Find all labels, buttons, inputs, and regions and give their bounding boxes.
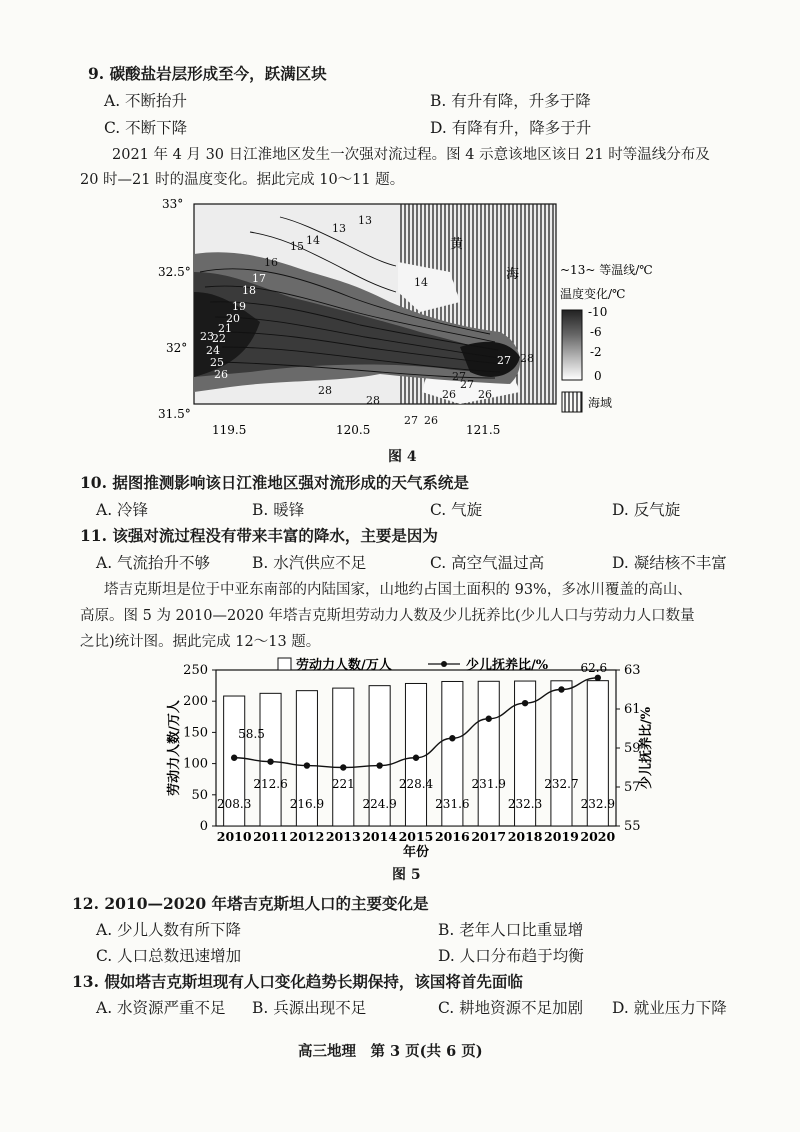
figure-4-map [158,192,653,442]
q11-option-b: B. 水汽供应不足 [252,554,367,572]
q12-option-b: B. 老年人口比重显增 [438,921,584,939]
isotherm-label: 26 [478,388,492,401]
legend-sea-label: 海域 [588,396,613,410]
q12-stem: 12. 2010—2020 年塔吉克斯坦人口的主要变化是 [72,894,429,913]
isotherm-label: 27 [460,378,474,391]
dependency-ratio-point-2018 [522,700,528,706]
dependency-ratio-point-2011 [267,758,273,764]
isotherm-label: 24 [206,344,220,357]
q11-option-c: C. 高空气温过高 [430,554,545,572]
x-tick-label: 2011 [253,829,288,844]
legend-sea-swatch [562,392,582,412]
x-tick-label: 2020 [580,829,616,844]
right-tick-label: 59 [624,741,641,756]
right-tick-label: 55 [624,819,641,834]
labor-bar-label: 231.6 [435,797,470,811]
q10-stem: 10. 据图推测影响该日江淮地区强对流形成的天气系统是 [80,473,469,492]
isotherm-label: 27 [497,354,511,367]
x-tick-label: 2014 [362,829,398,844]
dependency-ratio-point-2012 [304,762,310,768]
q12-option-a: A. 少儿人数有所下降 [96,921,242,939]
intro1-line2: 20 时—21 时的温度变化。据此完成 10～11 题。 [80,172,405,188]
isotherm-label: 26 [424,414,438,427]
dependency-ratio-point-2020 [595,675,601,681]
q9-option-d: D. 有降有升，降多于升 [430,119,592,137]
isotherm-label: 27 [452,370,466,383]
legend-color-bar [562,310,582,380]
q9-option-c: C. 不断下降 [104,119,188,137]
left-tick-label: 250 [183,663,208,678]
legend-value: -6 [590,325,602,339]
dependency-ratio-point-2017 [486,716,492,722]
q9-option-b: B. 有升有降，升多于降 [430,92,591,110]
q12-option-c: C. 人口总数迅速增加 [96,947,242,965]
labor-bar-2013 [333,688,354,826]
isotherm-label: 21 [218,322,232,335]
isotherm-label: 28 [366,394,380,407]
left-tick-label: 150 [183,725,208,741]
q12-option-d: D. 人口分布趋于均衡 [438,947,584,965]
intro2-line3: 之比)统计图。据此完成 12～13 题。 [80,634,321,650]
isotherm-label: 16 [264,256,278,269]
dependency-ratio-label: 62.6 [580,660,608,675]
q9-option-a: A. 不断抬升 [104,92,188,110]
q11-option-a: A. 气流抬升不够 [96,554,211,572]
labor-bar-label: 224.9 [362,797,397,811]
isotherm-label: 26 [214,368,228,381]
q13-option-d: D. 就业压力下降 [612,999,727,1017]
sea-name-huang: 黄 [450,237,464,252]
x-tick-label: 2012 [289,829,325,844]
legend-value: -2 [590,345,602,359]
isotherm-label: 25 [210,356,224,369]
labor-bar-label: 221 [331,777,355,791]
left-tick-label: 200 [183,694,208,710]
lat-label-32-5: 32.5° [158,265,191,279]
right-tick-label: 57 [624,780,641,795]
labor-bar-2017 [478,681,499,826]
sea-name-hai: 海 [506,267,520,282]
legend-line-label: 少儿抚养比/% [466,658,549,673]
dependency-ratio-label: 58.5 [238,726,265,741]
dependency-ratio-point-2013 [340,764,346,770]
dependency-ratio-point-2010 [231,755,237,761]
lat-label-33: 33° [162,197,184,211]
page-footer: 高三地理 第 3 页(共 6 页) [298,1043,483,1060]
q10-option-d: D. 反气旋 [612,501,681,519]
isotherm-label: 23 [200,330,214,343]
labor-bar-label: 232.7 [544,777,579,791]
isotherm-label: 28 [520,352,534,365]
q11-stem: 11. 该强对流过程没有带来丰富的降水，主要是因为 [80,526,438,545]
q10-option-b: B. 暖锋 [252,501,305,519]
labor-bar-label: 232.3 [507,797,543,811]
legend-value: -10 [588,305,608,319]
x-tick-label: 2017 [471,829,507,844]
x-tick-label: 2016 [434,829,470,844]
lon-label-119-5: 119.5 [212,423,247,437]
legend-line-marker [441,661,447,667]
labor-bar-label: 208.3 [217,797,252,811]
dependency-ratio-point-2016 [449,735,455,741]
figure-5-caption: 图 5 [392,867,421,883]
right-axis-label: 少儿抚养比/% [639,706,654,790]
lon-label-120-5: 120.5 [336,423,371,437]
x-tick-label: 2010 [216,829,252,844]
dependency-ratio-point-2019 [558,686,564,692]
q13-option-b: B. 兵源出现不足 [252,999,367,1017]
x-tick-label: 2013 [325,829,361,844]
q11-option-d: D. 凝结核不丰富 [612,554,727,572]
isotherm-label: 17 [252,272,266,285]
labor-bar-2019 [551,681,572,826]
lon-label-121-5: 121.5 [466,423,501,437]
q13-option-c: C. 耕地资源不足加剧 [438,999,584,1017]
x-tick-label: 2018 [507,829,543,844]
x-tick-label: 2015 [398,829,434,844]
q10-option-c: C. 气旋 [430,501,483,519]
left-tick-label: 50 [191,787,208,803]
left-axis-label: 劳动力人数/万人 [167,700,182,796]
labor-bar-label: 216.9 [289,797,325,811]
q10-option-a: A. 冷锋 [96,501,149,519]
legend-bar-swatch [278,658,291,670]
isotherm-label: 14 [414,276,428,289]
x-tick-label: 2019 [544,829,579,844]
legend-isotherm: ~13~ 等温线/℃ [560,263,653,277]
labor-bar-label: 212.6 [253,777,288,791]
isotherm-label: 13 [332,222,346,235]
lat-label-32: 32° [166,341,188,355]
intro1-line1: 2021 年 4 月 30 日江淮地区发生一次强对流过程。图 4 示意该地区该日 21 时等温线分布及 [112,147,710,163]
labor-bar-label: 228.4 [398,777,434,791]
labor-bar-label: 231.9 [471,777,506,791]
q13-stem: 13. 假如塔吉克斯坦现有人口变化趋势长期保持，该国将首先面临 [72,972,523,991]
left-tick-label: 100 [183,756,208,772]
isotherm-label: 14 [306,234,320,247]
isotherm-label: 28 [318,384,332,397]
figure-4-caption: 图 4 [388,449,417,465]
isotherm-label: 22 [212,332,226,345]
legend-value: 0 [594,369,602,383]
q13-option-a: A. 水资源严重不足 [96,999,226,1017]
isotherm-label: 26 [442,388,456,401]
left-tick-label: 0 [199,819,208,834]
x-axis-label: 年份 [402,845,430,860]
isotherm-label: 27 [404,414,418,427]
isotherm-label: 18 [242,284,256,297]
isotherm-label: 13 [358,214,372,227]
isotherm-label: 19 [232,300,246,313]
intro2-line1: 塔吉克斯坦是位于中亚东南部的内陆国家，山地约占国土面积的 93%，多冰川覆盖的高山、 [104,582,692,598]
figure-5-chart [160,656,680,858]
dependency-ratio-point-2014 [376,762,382,768]
right-tick-label: 63 [624,663,641,678]
isotherm-label: 15 [290,240,304,253]
dependency-ratio-point-2015 [413,755,419,761]
legend-bar-label: 劳动力人数/万人 [296,658,392,673]
legend-temp-change-title: 温度变化/℃ [560,287,626,301]
labor-bar-label: 232.9 [580,797,615,811]
q9-stem: 9. 碳酸盐岩层形成至今，跃满区块 [88,64,327,83]
intro2-line2: 高原。图 5 为 2010—2020 年塔吉克斯坦劳动力人数及少儿抚养比(少儿人口与劳动力人口数量 [80,608,695,624]
right-tick-label: 61 [624,702,641,717]
isotherm-label: 20 [226,312,240,325]
lat-label-31-5: 31.5° [158,407,191,421]
